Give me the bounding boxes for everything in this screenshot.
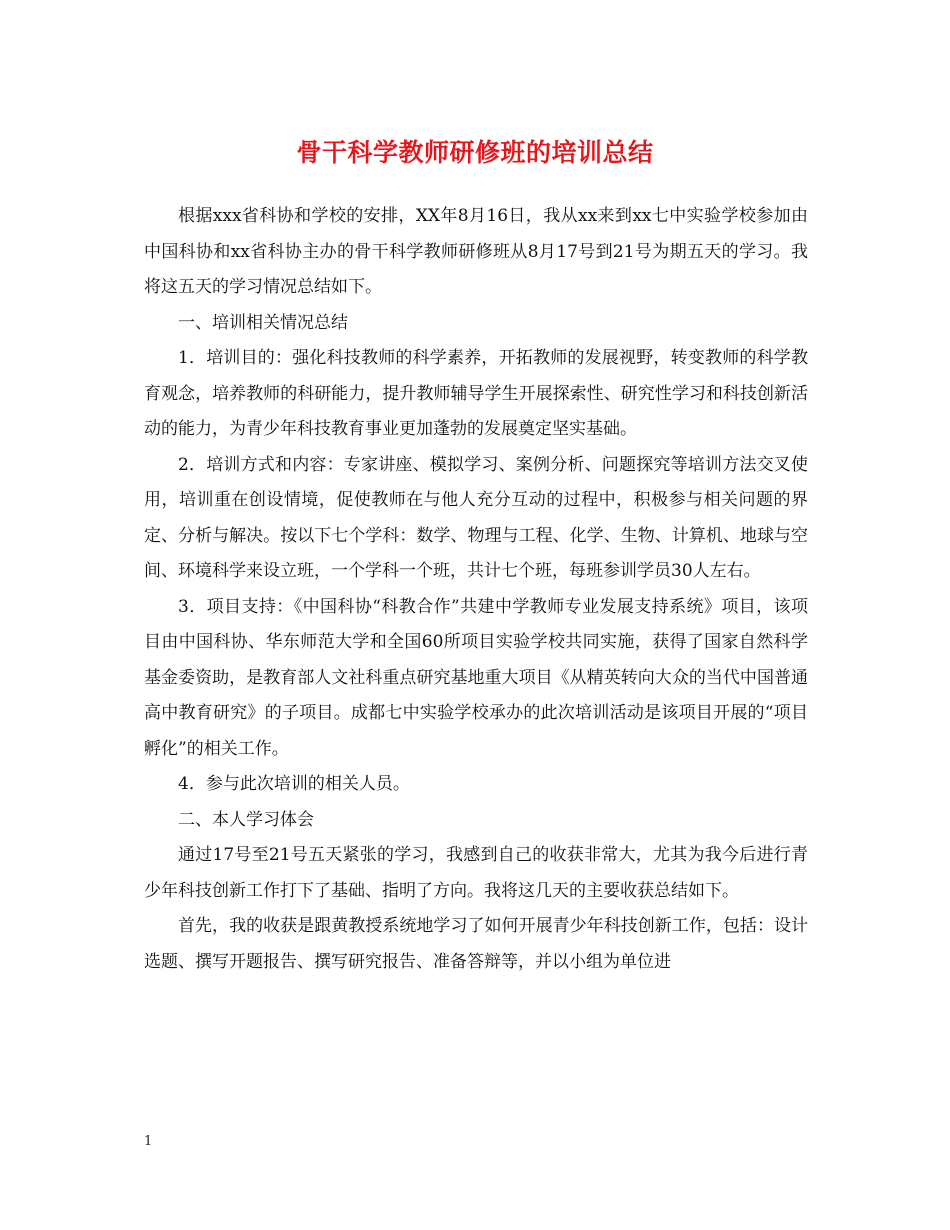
body-paragraph: 根据xxx省科协和学校的安排，XX年8月16日，我从xx来到xx七中实验学校参加由中国科协和xx省科协主办的骨干科学教师研修班从8月17号到21号为期五天的学习。我将这五天的学习情况总结如下。 [144, 206, 808, 297]
section-heading: 一、培训相关情况总结 [178, 312, 348, 333]
body-paragraph: 通过17号至21号五天紧张的学习，我感到自己的收获非常大，尤其为我今后进行青少年科技创新工作打下了基础、指明了方向。我将这几天的主要收获总结如下。 [144, 845, 808, 901]
body-paragraph: 4．参与此次培训的相关人员。 [178, 774, 410, 794]
body-paragraph: 2．培训方式和内容：专家讲座、模拟学习、案例分析、问题探究等培训方法交叉使用，培训重在创设情境，促使教师在与他人充分互动的过程中，积极参与相关问题的界定、分析与解决。按以下七个学科：数学、物理与工程、化学、生物、计算机、地球与空间、环境科学来设立班，一个学科一个班，共计七个班，每班参训学员30人左右。 [144, 454, 808, 581]
body-paragraph: 1．培训目的：强化科技教师的科学素养，开拓教师的发展视野，转变教师的科学教育观念，培养教师的科研能力，提升教师辅导学生开展探索性、研究性学习和科技创新活动的能力，为青少年科技教育事业更加蓬勃的发展奠定坚实基础。 [144, 348, 808, 439]
document-title: 骨干科学教师研修班的培训总结 [296, 138, 654, 167]
body-paragraph: 3．项目支持：《中国科协“科教合作”共建中学教师专业发展支持系统》项目，该项目由中国科协、华东师范大学和全国60所项目实验学校共同实施，获得了国家自然科学基金委资助，是教育部人文社科重点研究基地重大项目《从精英转向大众的当代中国普通高中教育研究》的子项目。成都七中实验学校承办的此次培训活动是该项目开展的“项目孵化”的相关工作。 [144, 596, 808, 759]
section-heading: 二、本人学习体会 [178, 809, 314, 830]
body-paragraph: 首先，我的收获是跟黄教授系统地学习了如何开展青少年科技创新工作，包括：设计选题、撰写开题报告、撰写研究报告、准备答辩等，并以小组为单位进 [144, 916, 808, 972]
document-body [144, 199, 808, 980]
page-number: 1 [144, 1134, 153, 1149]
